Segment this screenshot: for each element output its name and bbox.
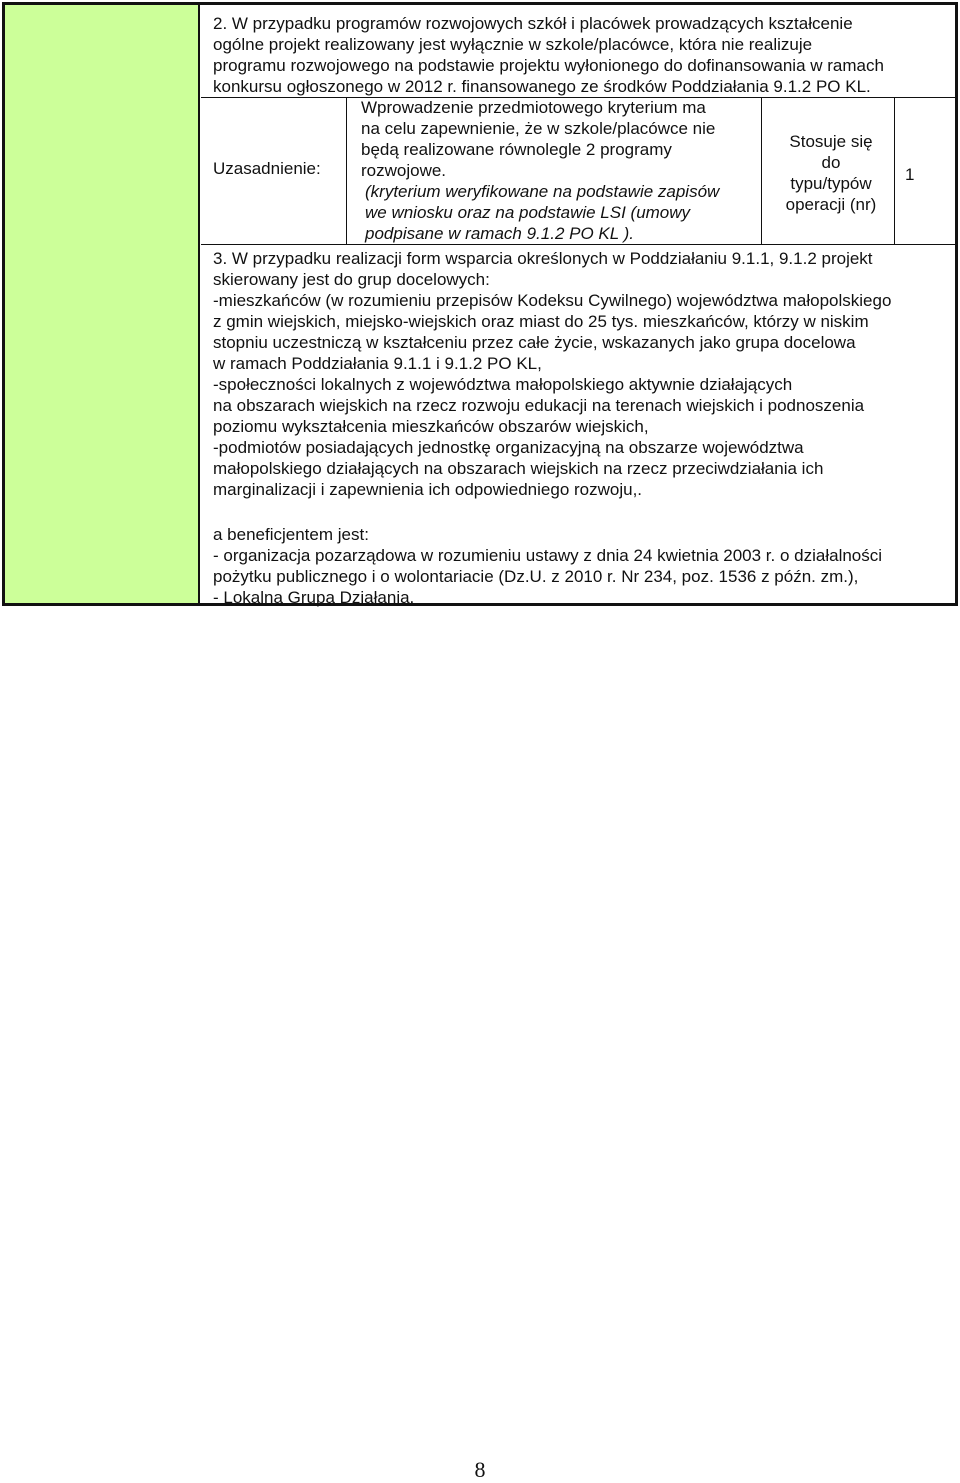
section-3-line: -mieszkańców (w rozumieniu przepisów Kodeksu Cywilnego) województwa małopolskiego	[213, 291, 892, 310]
applies-line: do	[821, 153, 841, 172]
justification-bottom-border	[201, 244, 958, 245]
section-3-line: poziomu wykształcenia mieszkańców obszarów wiejskich,	[213, 417, 649, 436]
beneficiary-line: - organizacja pozarządowa w rozumieniu ustawy z dnia 24 kwietnia 2003 r. o działalności	[213, 546, 883, 565]
beneficiary-text	[213, 524, 950, 608]
justification-note-line: (kryterium weryfikowane na podstawie zapisów	[365, 182, 720, 201]
section-3-text	[213, 248, 950, 500]
justification-table	[201, 97, 958, 245]
section-3-line: stopniu uczestniczą w kształceniu przez całe życie, wskazanych jako grupa docelowa	[213, 333, 856, 352]
section-3-line: -podmiotów posiadających jednostkę organizacyjną na obszarze województwa	[213, 438, 804, 457]
applies-line: Stosuje się	[789, 132, 873, 151]
section-3-line: z gmin wiejskich, miejsko-wiejskich oraz miast do 25 tys. mieszkańców, którzy w niskim	[213, 312, 869, 331]
column-divider	[198, 5, 200, 603]
justification-line: Wprowadzenie przedmiotowego kryterium ma	[361, 98, 706, 117]
applies-line: operacji (nr)	[785, 195, 877, 214]
criteria-table	[2, 2, 958, 606]
section-3-line: skierowany jest do grup docelowych:	[213, 270, 490, 289]
section-2-line: programu rozwojowego na podstawie projektu wyłonionego do dofinansowania w ramach	[213, 56, 884, 75]
beneficiary-line: a beneficjentem jest:	[213, 525, 369, 544]
justification-divider-2	[761, 97, 762, 245]
beneficiary-line: - Lokalna Grupa Działania.	[213, 588, 415, 607]
applies-line: typu/typów	[790, 174, 872, 193]
section-2-line: konkursu ogłoszonego w 2012 r. finansowanego ze środków Poddziałania 9.1.2 PO KL.	[213, 77, 871, 96]
justification-label: Uzasadnienie:	[213, 159, 321, 178]
operation-type-number: 1	[905, 165, 915, 184]
justification-divider-1	[346, 97, 347, 245]
section-2-line: ogólne projekt realizowany jest wyłącznie w szkole/placówce, która nie realizuje	[213, 35, 813, 54]
section-3-line: małopolskiego działających na obszarach wiejskich na rzecz przeciwdziałania ich	[213, 459, 824, 478]
justification-note-line: we wniosku oraz na podstawie LSI (umowy	[365, 203, 691, 222]
page-number: 8	[474, 1457, 486, 1482]
section-3-line: 3. W przypadku realizacji form wsparcia określonych w Poddziałaniu 9.1.1, 9.1.2 projekt	[213, 249, 873, 268]
justification-line: na celu zapewnienie, że w szkole/placówce nie	[361, 119, 716, 138]
justification-text	[361, 97, 761, 244]
section-3-line: w ramach Poddziałania 9.1.1 i 9.1.2 PO KL,	[213, 354, 542, 373]
applies-to-operation-types	[773, 131, 889, 215]
justification-line: będą realizowane równolegle 2 programy	[361, 140, 672, 159]
justification-divider-3	[894, 97, 895, 245]
section-3-line: marginalizacji i zapewnienia ich odpowiedniego rozwoju,.	[213, 480, 643, 499]
justification-line: rozwojowe.	[361, 161, 447, 180]
criteria-left-column	[5, 5, 198, 603]
section-3-line: -społeczności lokalnych z województwa małopolskiego aktywnie działających	[213, 375, 793, 394]
section-3-line: na obszarach wiejskich na rzecz rozwoju edukacji na terenach wiejskich i podnoszenia	[213, 396, 865, 415]
beneficiary-line: pożytku publicznego i o wolontariacie (Dz.U. z 2010 r. Nr 234, poz. 1536 z późn. zm.),	[213, 567, 859, 586]
justification-note-line: podpisane w ramach 9.1.2 PO KL ).	[365, 224, 635, 243]
section-2-text	[213, 13, 950, 97]
section-2-line: 2. W przypadku programów rozwojowych szkół i placówek prowadzących kształcenie	[213, 14, 853, 33]
